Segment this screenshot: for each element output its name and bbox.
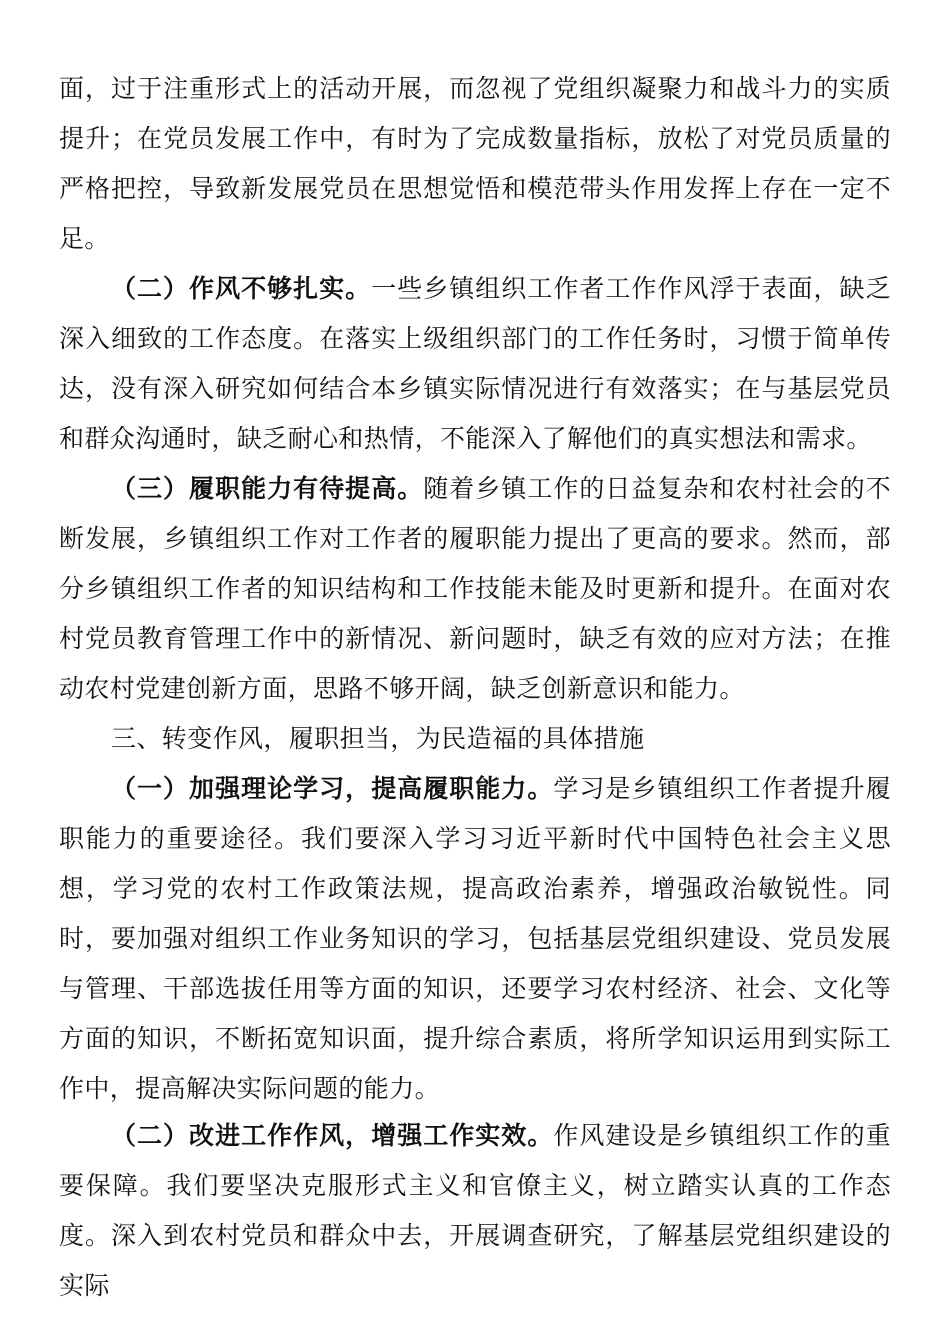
paragraph-continued [59,64,891,264]
paragraph-heading: （二）作风不够扎实。 [111,274,372,303]
paragraph-text: 学习是乡镇组织工作者提升履职能力的重要途径。我们要深入学习习近平新时代中国特色社会主义思想，学习党的农村工作政策法规，提高政治素养，增强政治敏锐性。同时，要加强对组织工作业务知识的学习，包括基层党组织建设、党员发展与管理、干部选拔任用等方面的知识，还要学习农村经济、社会、文化等方面的知识，不断拓宽知识面，提升综合素质，将所学知识运用到实际工作中，提高解决实际问题的能力。 [59,774,892,1103]
paragraph-heading: （一）加强理论学习，提高履职能力。 [111,774,554,803]
paragraph-improve-style [59,1111,891,1311]
section-heading [59,714,891,764]
paragraph-capability [59,464,891,714]
paragraph-heading: （三）履职能力有待提高。 [111,474,424,503]
paragraph-text: 面，过于注重形式上的活动开展，而忽视了党组织凝聚力和战斗力的实质提升；在党员发展工作中，有时为了完成数量指标，放松了对党员质量的严格把控，导致新发展党员在思想觉悟和模范带头作用发挥上存在一定不足。 [59,74,891,253]
paragraph-text: 一些乡镇组织工作者工作作风浮于表面，缺乏深入细致的工作态度。在落实上级组织部门的工作任务时，习惯于简单传达，没有深入研究如何结合本乡镇实际情况进行有效落实；在与基层党员和群众沟通时，缺乏耐心和热情，不能深入了解他们的真实想法和需求。 [59,274,891,453]
paragraph-text: 随着乡镇工作的日益复杂和农村社会的不断发展，乡镇组织工作对工作者的履职能力提出了更高的要求。然而，部分乡镇组织工作者的知识结构和工作技能未能及时更新和提升。在面对农村党员教育管理工作中的新情况、新问题时，缺乏有效的应对方法；在推动农村党建创新方面，思路不够开阔，缺乏创新意识和能力。 [59,474,891,703]
section-heading-text: 三、转变作风，履职担当，为民造福的具体措施 [111,724,645,753]
paragraph-work-style [59,264,891,464]
paragraph-heading: （二）改进工作作风，增强工作实效。 [111,1121,554,1150]
paragraph-theory-study [59,764,891,1114]
paragraph-text: 作风建设是乡镇组织工作的重要保障。我们要坚决克服形式主义和官僚主义，树立踏实认真的工作态度。深入到农村党员和群众中去，开展调查研究，了解基层党组织建设的实际 [59,1121,892,1300]
